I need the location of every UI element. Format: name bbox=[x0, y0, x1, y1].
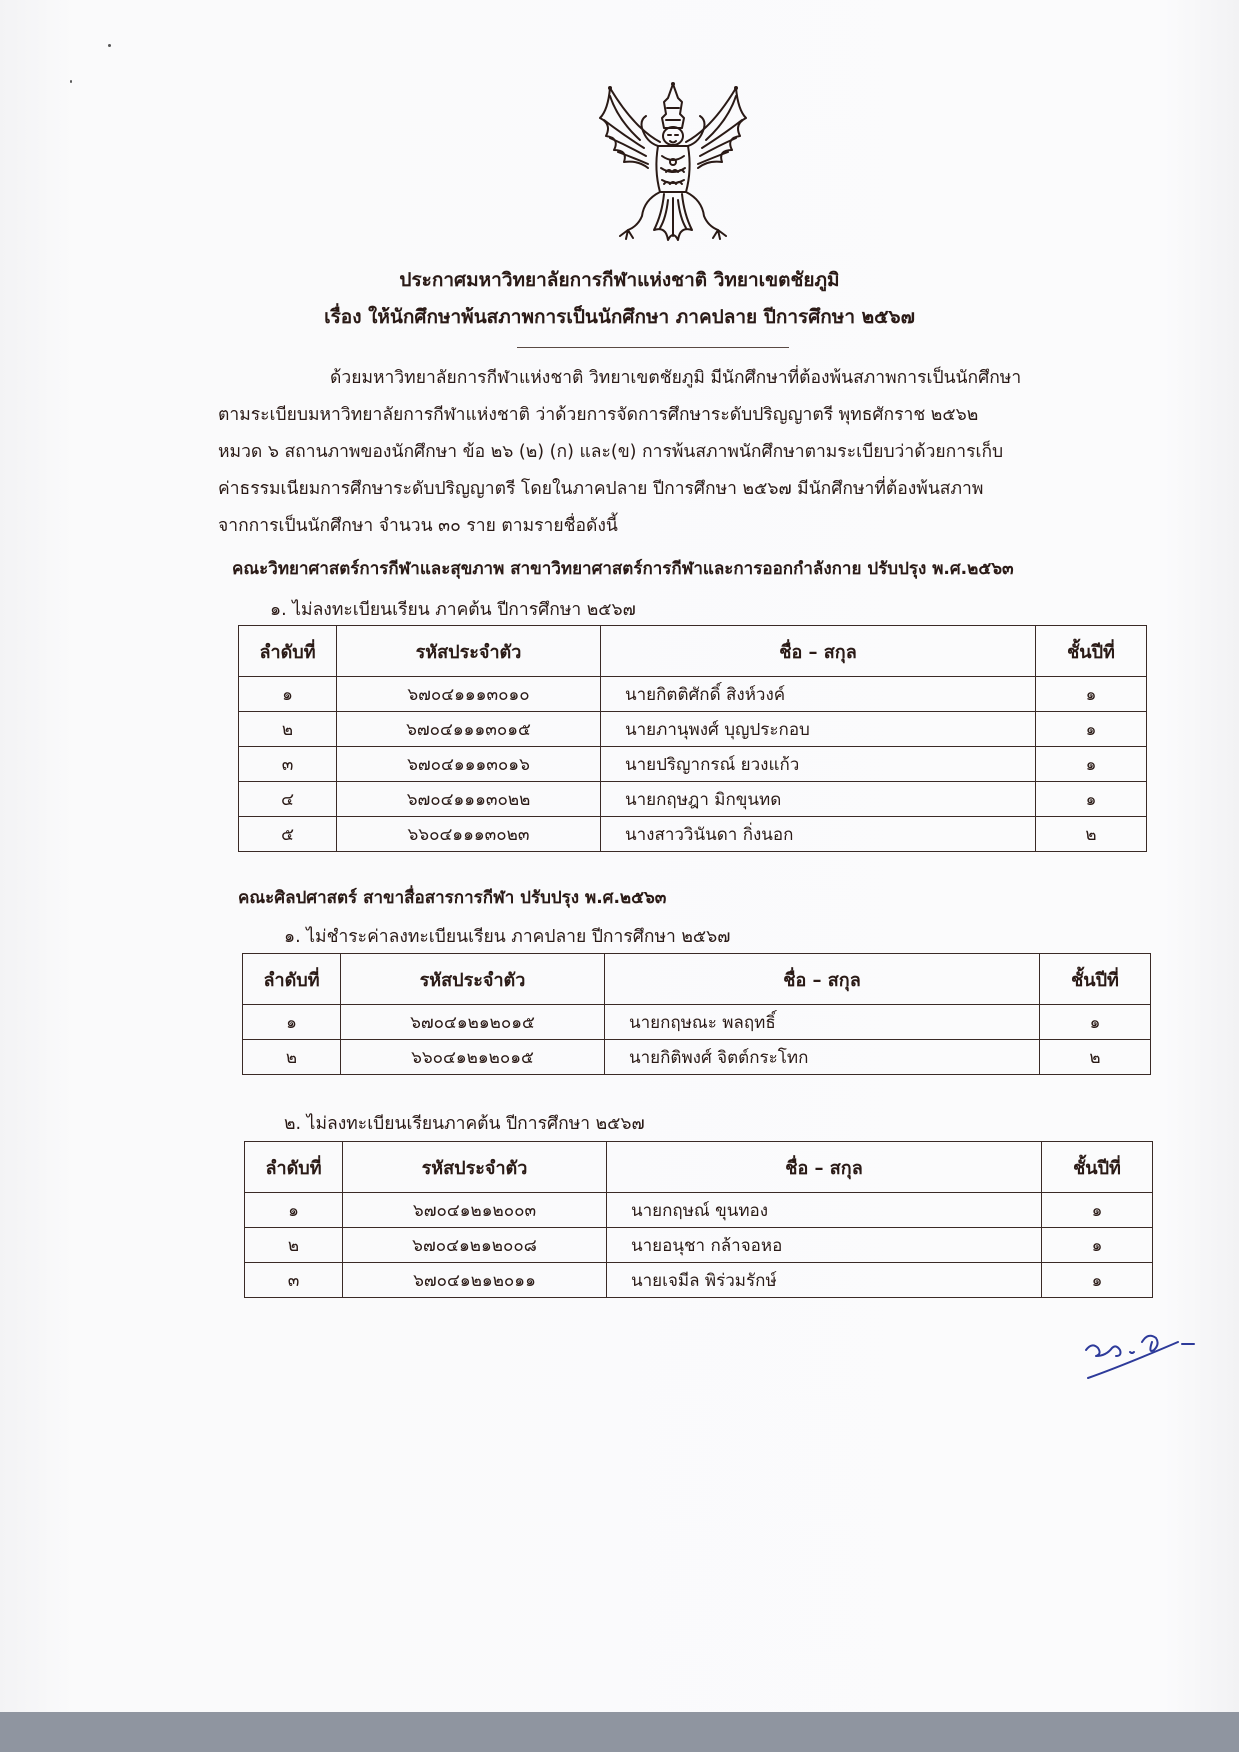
cell-year: ๒ bbox=[1036, 817, 1147, 852]
announcement-title: ประกาศมหาวิทยาลัยการกีฬาแห่งชาติ วิทยาเขตชัยภูมิ bbox=[399, 269, 840, 291]
cell-name: นายปริญากรณ์ ยวงแก้ว bbox=[601, 747, 1036, 782]
cell-order: ๒ bbox=[245, 1228, 343, 1263]
cell-student-id: ๖๗๐๔๑๒๑๒๐๐๘ bbox=[343, 1228, 607, 1263]
cell-order: ๓ bbox=[245, 1263, 343, 1298]
header-name: ชื่อ – สกุล bbox=[605, 954, 1040, 1005]
cell-name: นายกิติพงศ์ จิตต์กระโทก bbox=[605, 1040, 1040, 1075]
cell-year: ๑ bbox=[1040, 1005, 1151, 1040]
student-table bbox=[244, 1141, 1153, 1298]
table-row bbox=[245, 1228, 1153, 1263]
faculty-heading: คณะศิลปศาสตร์ สาขาสื่อสารการกีฬา ปรับปรุง พ.ศ.๒๕๖๓ bbox=[238, 888, 667, 908]
cell-name: นายกฤษณะ พลฤทธิ์ bbox=[605, 1005, 1040, 1040]
header-year: ชั้นปีที่ bbox=[1036, 626, 1147, 677]
cell-student-id: ๖๗๐๔๑๒๑๒๐๑๑ bbox=[343, 1263, 607, 1298]
cell-year: ๑ bbox=[1036, 747, 1147, 782]
title-divider bbox=[517, 347, 789, 348]
table-header-row bbox=[239, 626, 1147, 677]
cell-name: นายกฤษณ์ ขุนทอง bbox=[607, 1193, 1042, 1228]
intro-line: ตามระเบียบมหาวิทยาลัยการกีฬาแห่งชาติ ว่าด้วยการจัดการศึกษาระดับปริญญาตรี พุทธศักราช ๒๕๖๒ bbox=[218, 405, 979, 425]
cell-name: นายภานุพงศ์ บุญประกอบ bbox=[601, 712, 1036, 747]
cell-student-id: ๖๗๐๔๑๑๑๓๐๑๐ bbox=[337, 677, 601, 712]
cell-name: นางสาววินันดา กิ่งนอก bbox=[601, 817, 1036, 852]
group-label: ๑. ไม่ลงทะเบียนเรียน ภาคต้น ปีการศึกษา ๒๕๖๗ bbox=[270, 600, 636, 620]
table-row bbox=[239, 677, 1147, 712]
cell-order: ๓ bbox=[239, 747, 337, 782]
cell-student-id: ๖๗๐๔๑๑๑๓๐๑๕ bbox=[337, 712, 601, 747]
cell-order: ๒ bbox=[243, 1040, 341, 1075]
scan-speck bbox=[70, 80, 72, 83]
intro-line: ค่าธรรมเนียมการศึกษาระดับปริญญาตรี โดยในภาคปลาย ปีการศึกษา ๒๕๖๗ มีนักศึกษาที่ต้องพ้นสภาพ bbox=[218, 479, 984, 499]
cell-student-id: ๖๖๐๔๑๑๑๓๐๒๓ bbox=[337, 817, 601, 852]
table-row bbox=[239, 782, 1147, 817]
faculty-heading: คณะวิทยาศาสตร์การกีฬาและสุขภาพ สาขาวิทยาศาสตร์การกีฬาและการออกกำลังกาย ปรับปรุง พ.ศ.๒๕๖๓ bbox=[232, 559, 1014, 579]
handwritten-initials-icon bbox=[1082, 1326, 1212, 1382]
intro-line: ด้วยมหาวิทยาลัยการกีฬาแห่งชาติ วิทยาเขตชัยภูมิ มีนักศึกษาที่ต้องพ้นสภาพการเป็นนักศึกษา bbox=[330, 368, 1022, 388]
table-header-row bbox=[243, 954, 1151, 1005]
cell-student-id: ๖๗๐๔๑๑๑๓๐๑๖ bbox=[337, 747, 601, 782]
cell-year: ๑ bbox=[1042, 1263, 1153, 1298]
scan-speck bbox=[108, 44, 111, 47]
table-row bbox=[239, 817, 1147, 852]
student-table bbox=[242, 953, 1151, 1075]
cell-student-id: ๖๗๐๔๑๒๑๒๐๑๕ bbox=[341, 1005, 605, 1040]
cell-order: ๑ bbox=[245, 1193, 343, 1228]
table-row bbox=[243, 1040, 1151, 1075]
cell-order: ๑ bbox=[239, 677, 337, 712]
cell-name: นายอนุชา กล้าจอหอ bbox=[607, 1228, 1042, 1263]
group-label: ๑. ไม่ชำระค่าลงทะเบียนเรียน ภาคปลาย ปีการศึกษา ๒๕๖๗ bbox=[284, 927, 731, 947]
cell-year: ๒ bbox=[1040, 1040, 1151, 1075]
header-name: ชื่อ – สกุล bbox=[607, 1142, 1042, 1193]
table-row bbox=[245, 1193, 1153, 1228]
garuda-emblem-icon bbox=[588, 80, 758, 245]
header-student-id: รหัสประจำตัว bbox=[343, 1142, 607, 1193]
cell-student-id: ๖๗๐๔๑๒๑๒๐๐๓ bbox=[343, 1193, 607, 1228]
cell-student-id: ๖๗๐๔๑๑๑๓๐๒๒ bbox=[337, 782, 601, 817]
cell-name: นายกิตติศักดิ์ สิงห์วงค์ bbox=[601, 677, 1036, 712]
cell-student-id: ๖๖๐๔๑๒๑๒๐๑๕ bbox=[341, 1040, 605, 1075]
student-table bbox=[238, 625, 1147, 852]
table-row bbox=[243, 1005, 1151, 1040]
intro-line: หมวด ๖ สถานภาพของนักศึกษา ข้อ ๒๖ (๒) (ก) และ(ข) การพ้นสภาพนักศึกษาตามระเบียบว่าด้วยการเก็บ bbox=[218, 442, 1004, 462]
intro-line: จากการเป็นนักศึกษา จำนวน ๓๐ ราย ตามรายชื่อดังนี้ bbox=[218, 516, 618, 536]
cell-order: ๑ bbox=[243, 1005, 341, 1040]
scanner-background bbox=[0, 1712, 1239, 1752]
header-order: ลำดับที่ bbox=[243, 954, 341, 1005]
group-label: ๒. ไม่ลงทะเบียนเรียนภาคต้น ปีการศึกษา ๒๕๖๗ bbox=[284, 1114, 645, 1134]
header-year: ชั้นปีที่ bbox=[1042, 1142, 1153, 1193]
header-year: ชั้นปีที่ bbox=[1040, 954, 1151, 1005]
header-order: ลำดับที่ bbox=[239, 626, 337, 677]
table-row bbox=[239, 747, 1147, 782]
cell-year: ๑ bbox=[1036, 712, 1147, 747]
cell-order: ๕ bbox=[239, 817, 337, 852]
cell-order: ๒ bbox=[239, 712, 337, 747]
header-order: ลำดับที่ bbox=[245, 1142, 343, 1193]
announcement-subject: เรื่อง ให้นักศึกษาพ้นสภาพการเป็นนักศึกษา ภาคปลาย ปีการศึกษา ๒๕๖๗ bbox=[324, 306, 915, 328]
cell-order: ๔ bbox=[239, 782, 337, 817]
table-row bbox=[239, 712, 1147, 747]
cell-year: ๑ bbox=[1042, 1193, 1153, 1228]
cell-year: ๑ bbox=[1036, 782, 1147, 817]
table-row bbox=[245, 1263, 1153, 1298]
cell-name: นายเจมีล พิร่วมรักษ์ bbox=[607, 1263, 1042, 1298]
intro-paragraph bbox=[218, 360, 1118, 545]
cell-year: ๑ bbox=[1042, 1228, 1153, 1263]
header-student-id: รหัสประจำตัว bbox=[341, 954, 605, 1005]
cell-year: ๑ bbox=[1036, 677, 1147, 712]
cell-name: นายกฤษฎา มิกขุนทด bbox=[601, 782, 1036, 817]
header-name: ชื่อ – สกุล bbox=[601, 626, 1036, 677]
table-header-row bbox=[245, 1142, 1153, 1193]
header-student-id: รหัสประจำตัว bbox=[337, 626, 601, 677]
